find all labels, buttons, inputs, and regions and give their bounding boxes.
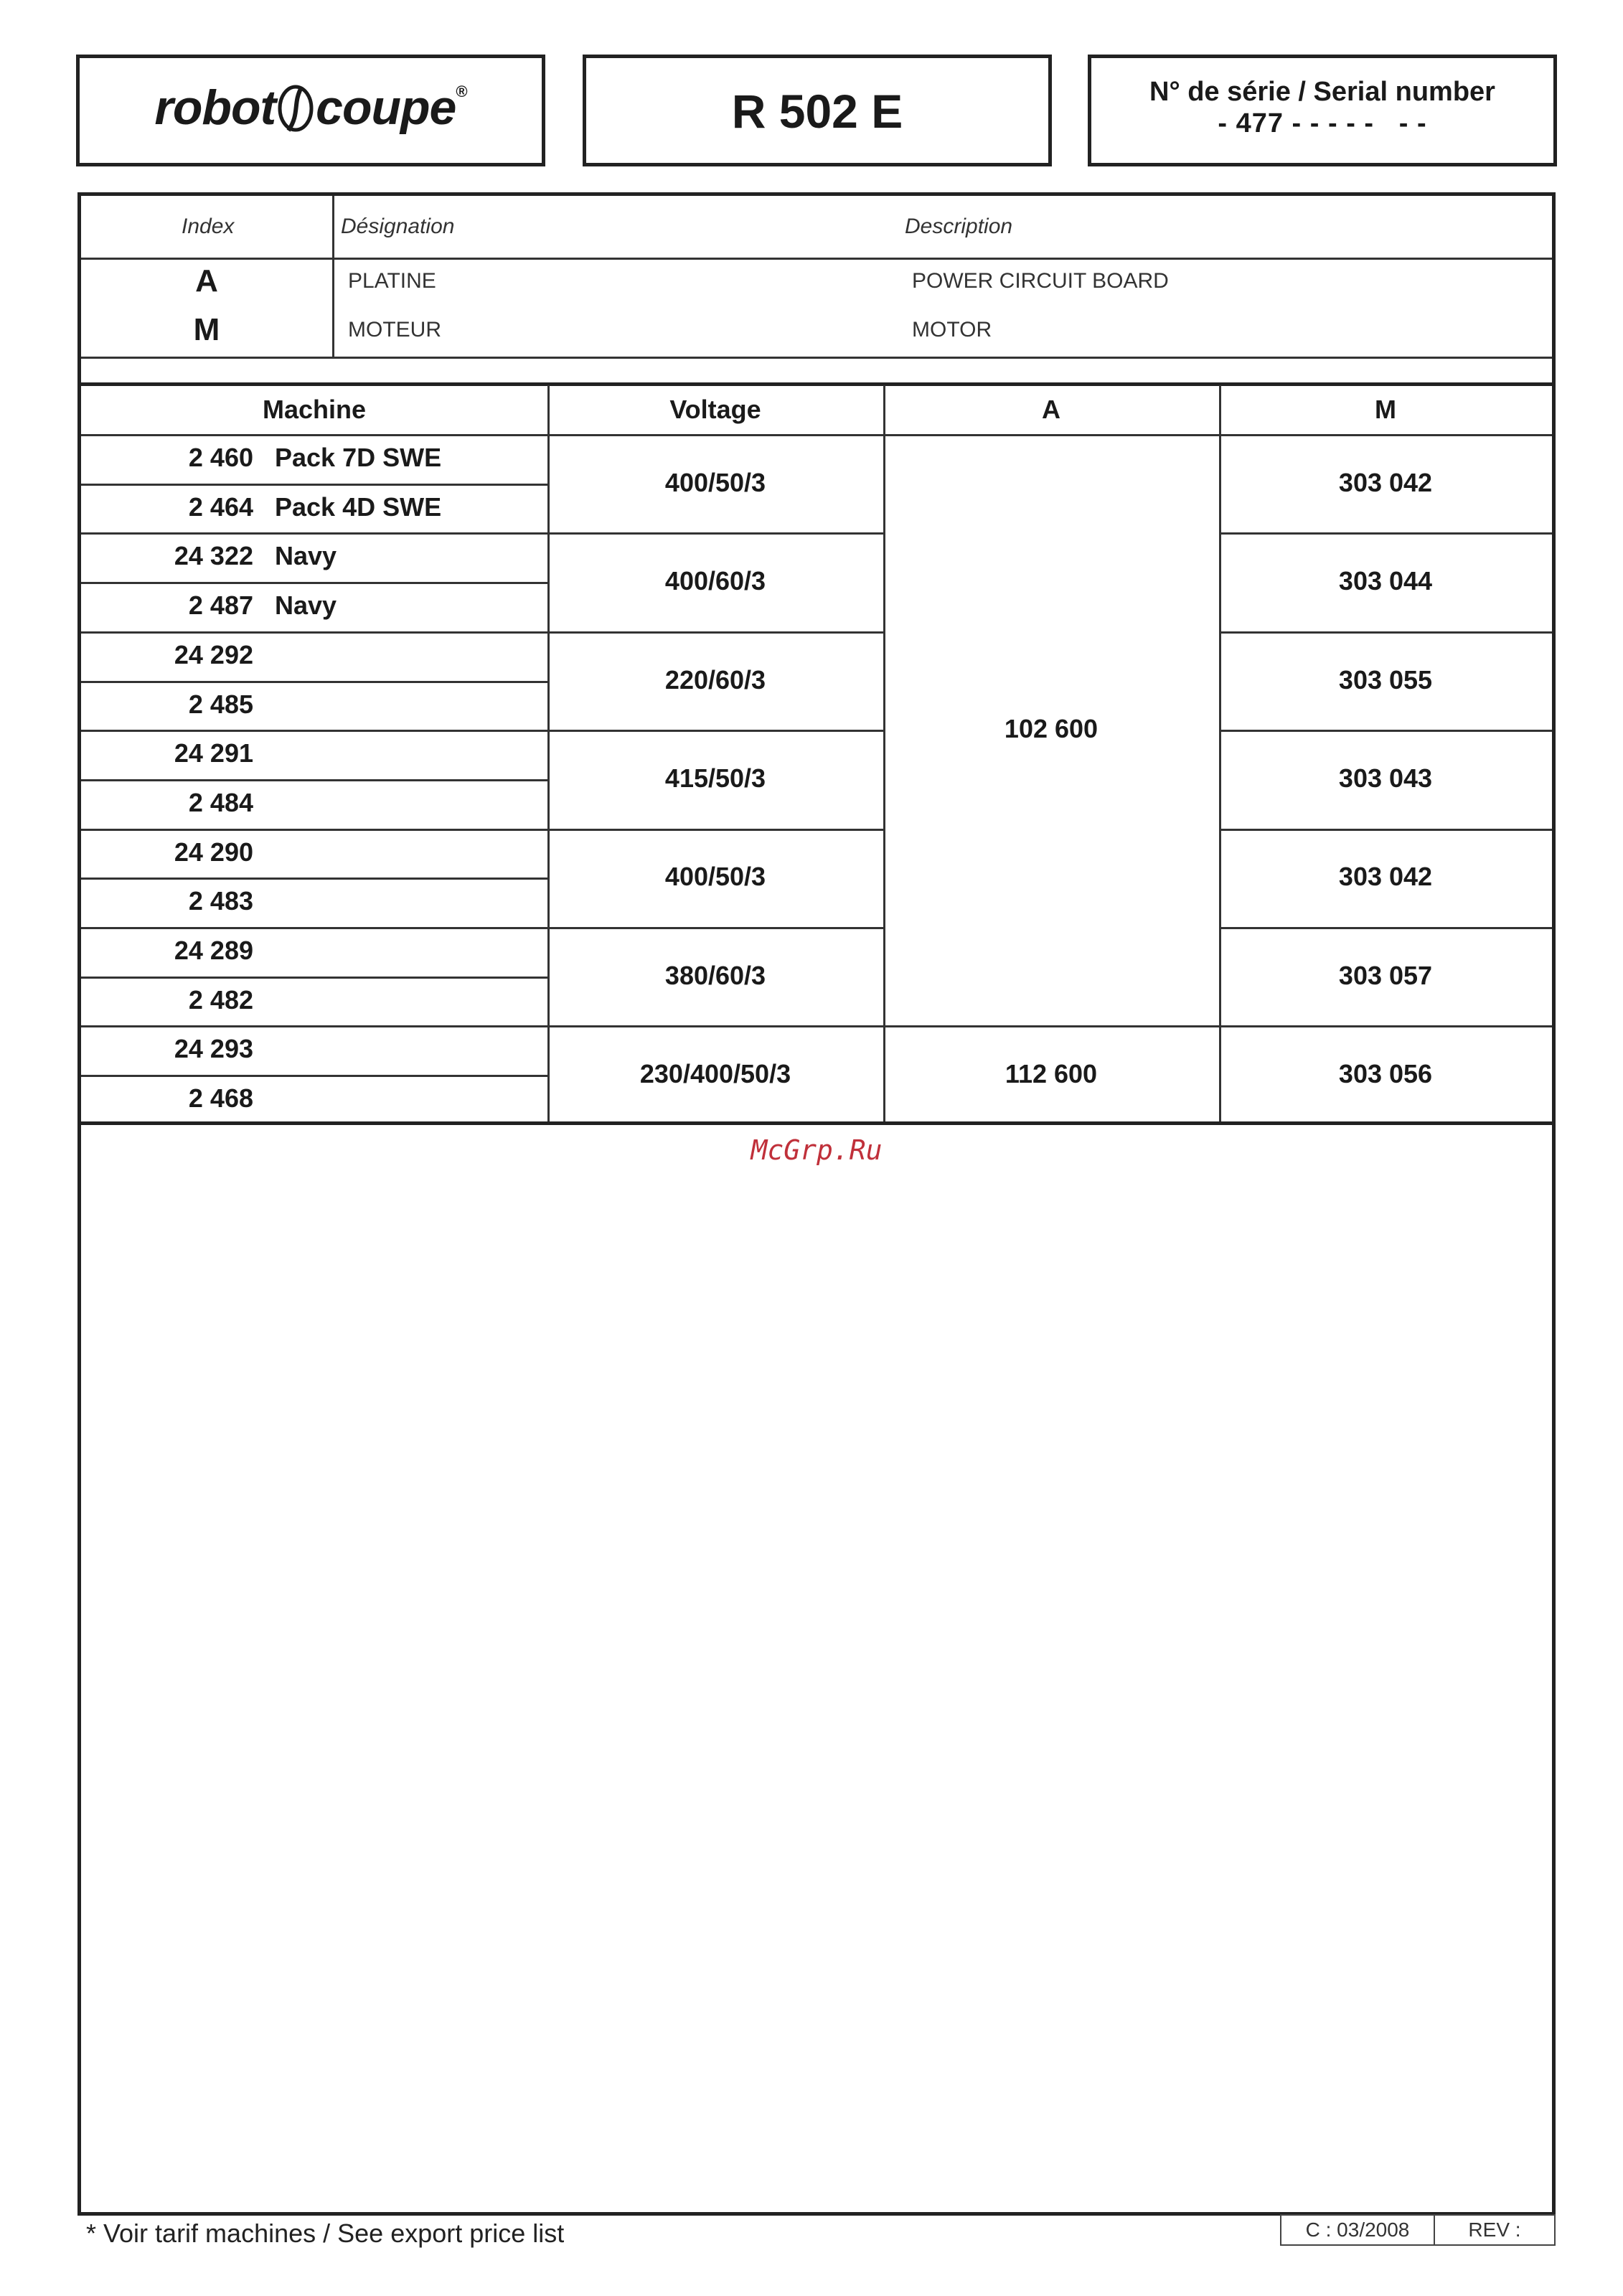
machine-name: Pack 4D SWE [275,491,442,522]
motor-part-cell: 303 043 [1338,763,1433,793]
motor-part-cell: 303 057 [1338,960,1433,990]
machine-number: 2 482 [188,984,253,1015]
motor-part-cell: 303 044 [1338,566,1433,596]
machine-number: 24 291 [174,738,253,768]
row-rule [81,681,547,683]
serial-label: N° de série / Serial number [1149,77,1495,107]
machine-number: 2 485 [188,689,253,719]
row-rule [81,582,547,584]
index-header: Index [182,215,235,238]
group-rule [1219,927,1552,929]
machine-header: Machine [262,395,367,424]
voltage-cell: 400/50/3 [664,467,766,497]
table-bottom-rule [81,1121,1552,1125]
motor-part-cell: 303 055 [1338,664,1433,695]
voltage-cell: 400/60/3 [664,566,766,596]
group-rule [547,532,883,535]
description-m: MOTOR [912,318,992,342]
model-box [583,55,1052,166]
group-rule [547,1025,883,1027]
motor-part-cell: 303 042 [1338,862,1433,892]
machine-number: 2 484 [188,787,253,817]
group-rule [883,1025,1219,1027]
group-rule [547,631,883,634]
index-table-body [81,258,1552,359]
logo-swirl-icon [276,82,316,135]
main-frame [77,192,1556,2216]
voltage-cell: 380/60/3 [664,960,766,990]
group-rule [547,927,883,929]
board-part-cell: 112 600 [1005,1059,1098,1089]
row-rule [81,484,547,486]
row-rule [81,927,547,929]
machine-name: Navy [275,591,337,621]
index-table-header [81,196,1552,260]
designation-m: MOTEUR [348,318,441,342]
header-rule [81,434,1552,436]
voltage-header: Voltage [669,395,761,424]
revision: REV : [1434,2214,1556,2246]
group-rule [1219,829,1552,831]
description-a: POWER CIRCUIT BOARD [912,269,1169,293]
logo-text-left: robot [154,80,276,135]
motor-part-cell: 303 042 [1338,467,1433,497]
machine-number: 24 292 [174,639,253,669]
row-rule [81,779,547,781]
machine-number: 24 289 [174,936,253,965]
column-divider [883,385,885,1124]
machine-number: 24 322 [174,541,253,571]
logo-text-right: coupe [316,80,456,135]
m-header: M [1375,395,1396,424]
machine-number: 2 468 [188,1083,253,1114]
group-rule [547,829,883,831]
index-letter-a: A [195,263,218,298]
machine-number: 24 293 [174,1034,253,1064]
a-header: A [1042,395,1060,424]
group-rule [1219,631,1552,634]
motor-part-cell: 303 056 [1338,1059,1433,1089]
index-letter-m: M [193,312,220,347]
logo-box [76,55,545,166]
voltage-cell: 220/60/3 [664,664,766,695]
registered-mark: ® [456,83,467,100]
group-rule [1219,532,1552,535]
machine-number: 2 487 [188,591,253,621]
group-rule [1219,730,1552,732]
row-rule [81,1075,547,1077]
row-rule [81,977,547,979]
date-code: C : 03/2008 [1280,2214,1435,2246]
parts-table [81,385,1552,1124]
machine-number: 2 483 [188,886,253,916]
voltage-cell: 400/50/3 [664,862,766,892]
machine-name: Pack 7D SWE [275,443,442,472]
group-rule [547,730,883,732]
footnote: * Voir tarif machines / See export price list [86,2219,565,2248]
designation-header: Désignation [341,215,455,238]
row-rule [81,1025,547,1027]
voltage-cell: 230/400/50/3 [639,1059,791,1089]
row-rule [81,532,547,535]
model-title: R 502 E [731,85,903,138]
row-rule [81,631,547,634]
row-rule [81,730,547,732]
machine-number: 24 290 [174,837,253,867]
row-rule [81,878,547,880]
designation-a: PLATINE [348,269,436,293]
group-rule [1219,1025,1552,1027]
machine-name: Navy [275,541,337,571]
machine-number: 2 464 [188,491,253,522]
serial-value: - 477 - - - - - - - [1218,108,1427,138]
description-header: Description [905,215,1013,238]
robot-coupe-logo [80,80,542,138]
machine-number: 2 460 [188,443,253,472]
serial-box [1088,55,1557,166]
watermark: McGrp.Ru [751,1134,883,1166]
board-part-cell: 102 600 [1004,714,1099,744]
index-divider [332,196,334,357]
row-rule [81,829,547,831]
voltage-cell: 415/50/3 [664,763,766,793]
